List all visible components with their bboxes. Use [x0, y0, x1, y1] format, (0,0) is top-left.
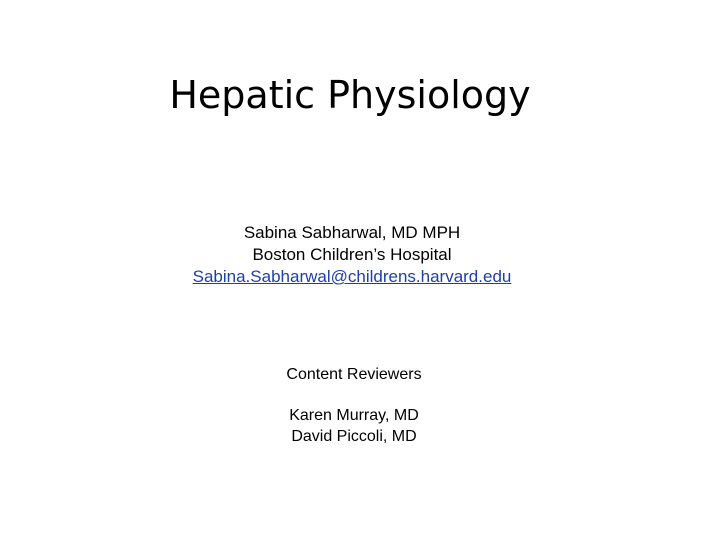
slide-title: Hepatic Physiology	[169, 73, 531, 117]
author-block	[0, 222, 704, 288]
reviewers-heading: Content Reviewers	[286, 366, 422, 383]
author-name: Sabina Sabharwal, MD MPH	[243, 223, 461, 242]
reviewer-name: David Piccoli, MD	[291, 428, 417, 445]
reviewer-name: Karen Murray, MD	[289, 407, 419, 424]
author-email-link[interactable]: Sabina.Sabharwal@childrens.harvard.edu	[192, 267, 512, 286]
reviewers-block	[0, 364, 708, 447]
author-affiliation: Boston Children’s Hospital	[252, 245, 452, 264]
